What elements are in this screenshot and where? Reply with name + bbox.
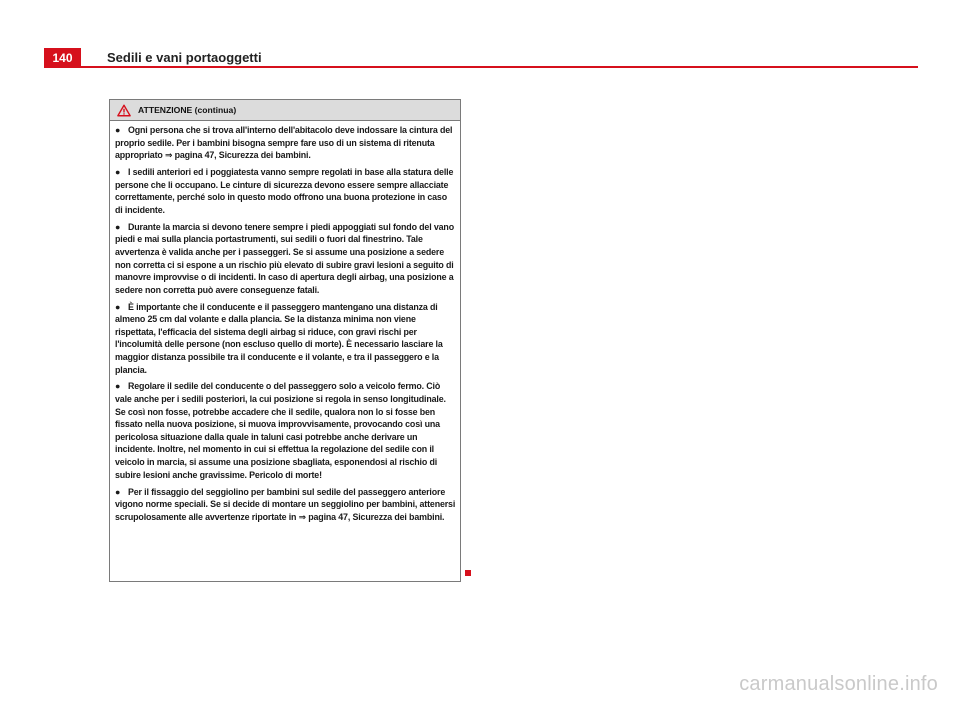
warning-item: ● Ogni persona che si trova all'interno dell'abitacolo deve indossare la cintura del proprio sedile. Per i bambini bisogna sempre fare uso di un sistema di ritenuta appropriato ⇒ pagina 47, Sicurezza dei bambini. — [115, 125, 453, 161]
warning-title: ATTENZIONE (continua) — [138, 105, 237, 115]
watermark: carmanualsonline.info — [739, 673, 938, 695]
warning-item: ● Per il fissaggio del seggiolino per bambini sul sedile del passeggero anteriore vigono norme speciali. Se si decide di montare un seggiolino per bambini, attenersi scrupolosamente alle avvertenze riportate in ⇒ pagina 47, Sicurezza dei bambini. — [115, 486, 456, 522]
warning-item: ● I sedili anteriori ed i poggiatesta vanno sempre regolati in base alla statura delle persone che li occupano. Le cinture di sicurezza devono essere sempre allacciate correttamente, perché solo in questo modo offrono una buona protezione in caso di incidente. — [115, 167, 454, 215]
warning-item: ● Regolare il sedile del conducente o del passeggero solo a veicolo fermo. Ciò vale anche per i sedili posteriori, la cui posizione si regola in senso longitudinale. Se così non fosse, potrebbe accadere che il sedile, qualora non lo si fosse ben fissato nella nuova posizione, si muova improvvisamente, provocando così una pericolosa situazione dalla quale in taluni casi potrebbe anche derivare un incidente. Inoltre, nel momento in cui si effettua la regolazione del sedile con il veicolo in marcia, si assume una posizione sbagliata, esponendosi al rischio di subire lesioni anche gravissime. Pericolo di morte! — [115, 381, 446, 480]
header-divider — [44, 66, 918, 68]
warning-box — [109, 99, 461, 582]
page-number: 140 — [44, 48, 81, 68]
bullet-icon: ● — [115, 486, 121, 497]
warning-body — [110, 121, 460, 523]
bullet-icon: ● — [115, 301, 121, 312]
warning-item: ● Durante la marcia si devono tenere sempre i piedi appoggiati sul fondo del vano piedi e mai sulla plancia portastrumenti, sui sedili o fuori dal finestrino. Tale avvertenza è valida anche per i passeggeri. Se si assume una posizione a sedere non corretta ci si espone a un rischio più elevato di subire gravi lesioni a seguito di manovre improvvise o di incidenti. In caso di apertura degli airbag, una posizione a sedere non corretta può avere conseguenze fatali. — [115, 221, 454, 295]
section-end-marker — [465, 570, 471, 576]
bullet-icon: ● — [115, 381, 121, 392]
warning-triangle-icon — [117, 104, 131, 117]
bullet-icon: ● — [115, 125, 121, 135]
warning-item: ● È importante che il conducente e il passeggero mantengano una distanza di almeno 25 cm dal volante e dalla plancia. Se la distanza minima non viene rispettata, l'efficacia del sistema degli airbag si riduce, con gravi rischi per l'incolumità delle persone (non escluso quello di morte). È necessario lasciare la maggior distanza possibile tra il conducente e il volante, e tra il passeggero e la plancia. — [115, 301, 443, 375]
bullet-icon: ● — [115, 221, 121, 232]
page-title: Sedili e vani portaoggetti — [107, 50, 262, 65]
bullet-icon: ● — [115, 167, 121, 178]
warning-header — [110, 100, 460, 121]
